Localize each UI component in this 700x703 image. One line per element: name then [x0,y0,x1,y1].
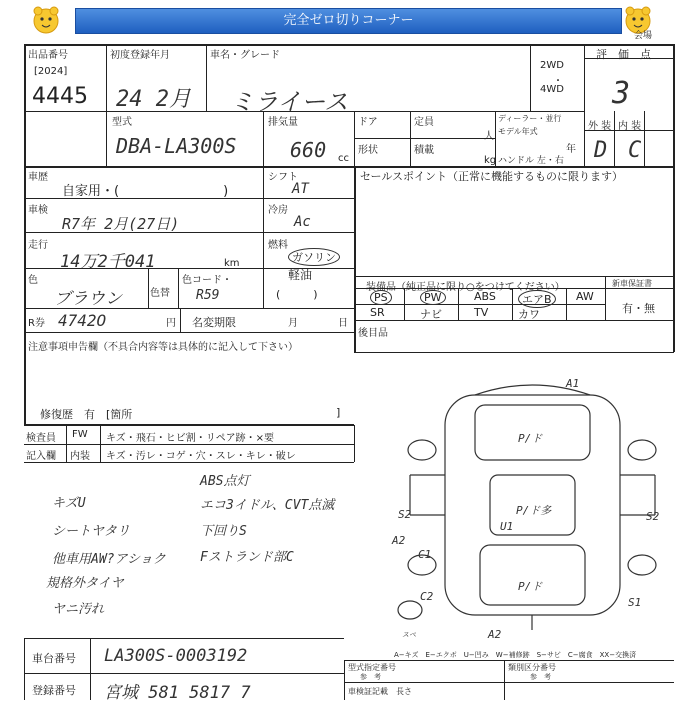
equip-item: SR [370,306,385,319]
ref-left: 参 考 [360,673,381,681]
interior-label: 内装 [70,451,90,462]
model-value: DBA-LA300S [116,134,237,158]
inspector-label: 検査員 [26,433,56,444]
note-item: シートヤタリ [52,524,130,539]
rating-value: 3 [612,76,631,111]
drive-dot: ・ [553,76,563,87]
name-value: ミライース [230,88,349,116]
color-label: 色 [28,275,38,286]
diagram-mark: S2 [646,510,660,523]
rear-seat-label: 後目品 [358,328,388,339]
repair-close: ] [336,406,341,419]
equip-item: PS [370,290,392,305]
diagram-mark: スペ [402,631,416,639]
equip-label: 装備品（純正品に限り○をつけてください） [366,282,565,293]
note-right-item: エコ3イドル、CVT点滅 [200,498,335,513]
handle-label: ハンドル 左・右 [498,156,564,166]
ext-label: 外 装 [588,121,612,132]
drive-4wd: 4WD [540,84,564,95]
fuel-gas: ガソリン [288,248,340,266]
color-value: ブラウン [54,289,122,309]
door-label: ドア [358,117,378,128]
note-item: 他車用AW?アショク [52,552,166,567]
legend: A−キズ E−エクボ U−凹み W−補修跡 S−サビ C−腐食 XX−交換済 [394,651,637,659]
use-value: 自家用・( ) [62,184,229,199]
int-value: C [628,138,642,163]
diagram-mark: P/ド [518,580,543,593]
shift-label: シフト [268,172,298,183]
lot-number: 4445 [32,84,88,109]
chassis-label: 車台番号 [32,652,76,665]
fuel-diesel: 軽油 [288,268,313,282]
diagram-mark: A2 [392,534,406,547]
shift-value: AT [292,181,309,197]
int-label: 内 装 [618,121,642,132]
len-label: 長さ [396,687,412,696]
disp-value: 660 [290,138,327,162]
venue-label: 会場 [634,31,653,41]
day-label: 日 [338,318,348,329]
equip-item: ナビ [420,308,442,321]
color-code: R59 [196,288,220,303]
dealer-label: ディーラー・並行 [498,114,562,123]
diagram-mark: P/ド多 [516,504,552,517]
notes-label: 注意事項申告欄（不具合内容等は具体的に記入して下さい） [28,342,298,353]
load-unit: kg [484,155,497,166]
entry-label: 記入欄 [26,451,56,462]
warranty-label: 新車保証書 [612,279,652,288]
note-right-item: ABS点灯 [200,474,250,489]
equip-item: PW [420,290,446,305]
km-label: 走行 [28,240,48,251]
equip-item: カワ [518,308,540,321]
sales-label: セールスポイント（正常に機能するものに限ります） [360,170,624,183]
color-code-label: 色コード・ [182,275,232,286]
chassis-value: LA300S-0003192 [104,646,248,666]
shaken-label: 車検 [28,205,48,216]
note-right-item: Fストランド部C [200,550,294,565]
diagram-mark: S1 [628,596,642,609]
spec-label: 型式指定番号 [348,663,396,672]
drive-2wd: 2WD [540,60,564,71]
equip-item: ABS [474,290,496,303]
equip-item: AW [576,290,594,303]
fw-options: キズ・飛石・ヒビ割・リペア跡・×要 [106,433,274,444]
cap-label: 定員 [414,117,434,128]
ac-value: Ac [294,214,311,230]
equip-item: TV [474,306,489,319]
interior-options: キズ・汚レ・コゲ・穴・スレ・キレ・破レ [106,451,296,462]
warranty-value: 有・無 [622,302,655,315]
ext-value: D [594,138,608,163]
lot-label: 出品番号 [28,50,68,61]
year-unit: 年 [566,144,576,155]
diagram-mark: A2 [488,628,502,641]
ref-right: 参 考 [530,673,551,681]
reg-label: 初度登録年月 [110,50,170,61]
recycle-label: R券 [28,318,45,329]
km-unit: km [224,258,240,269]
fuel-label: 燃料 [268,240,288,251]
repair-label: 修復歴 有 [箇所 [40,408,133,421]
color-no-label: 色替 [150,288,170,299]
recycle-value: 4742O [58,311,107,330]
diagram-mark: C1 [418,548,432,561]
cap-unit: 人 [484,131,494,142]
shaken-value: R7年 2月(27日) [62,215,180,233]
diagram-mark: P/ド [518,432,543,445]
class-label: 類別区分番号 [508,663,556,672]
diagram-mark: U1 [500,520,514,533]
year-code: [2024] [34,66,68,77]
model-label: 型式 [112,117,132,128]
regno-label: 登録番号 [32,684,76,697]
use-label: 車歴 [28,172,48,183]
cert-label: 車検証記載 [348,687,388,696]
load-label: 積載 [414,145,434,156]
diagram-mark: S2 [398,508,412,521]
rating-label: 評 価 点 [596,48,651,61]
note-item: 規格外タイヤ [46,576,124,591]
disp-label: 排気量 [268,117,298,128]
disp-unit: cc [338,153,349,164]
regno-value: 宮城 581 5817 7 [104,683,251,703]
diagram-mark: C2 [420,590,434,603]
note-item: ヤニ汚れ [52,602,105,617]
month-label: 月 [288,318,298,329]
shape-label: 形状 [358,145,378,156]
reg-value: 24 2月 [116,87,191,112]
fw-label: FW [72,429,88,440]
note-item: キズU [52,496,86,511]
fuel-other: ( ) [276,288,318,301]
name-label: 車名・グレード [210,50,280,61]
diagram-mark: A1 [566,377,580,390]
equip-item: エアB [518,290,556,308]
ac-label: 冷房 [268,205,288,216]
banner-title: 完全ゼロ切りコーナー [75,8,622,34]
name-change-label: 名変期限 [192,316,236,329]
model-year-label: モデル年式 [498,127,538,136]
km-value: 14万2千041 [60,252,156,272]
note-right-item: 下回りS [200,524,247,539]
yen-label: 円 [166,318,176,329]
